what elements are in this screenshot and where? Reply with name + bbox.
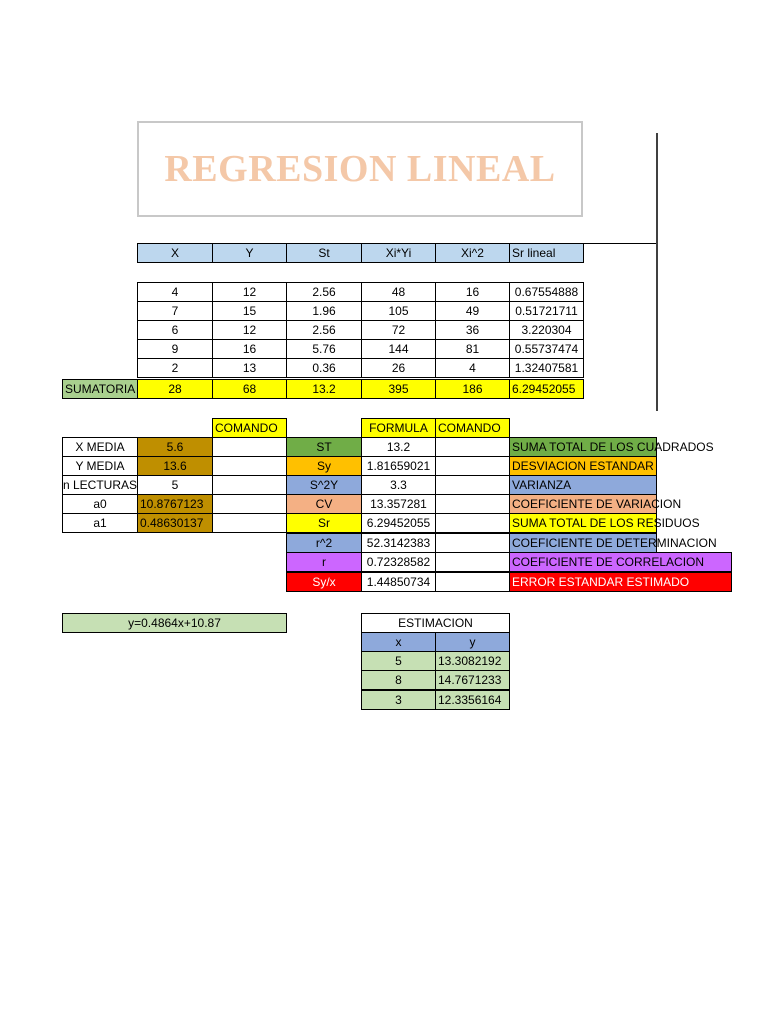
formula-value-cv[interactable]: 13.357281 — [361, 494, 436, 514]
stat-comando[interactable] — [212, 456, 287, 476]
cell-sr[interactable]: 0.67554888 — [509, 282, 584, 302]
header-sr-lineal[interactable]: Sr lineal — [509, 243, 584, 263]
estimacion-cell-x[interactable]: 5 — [361, 651, 436, 671]
cell-st[interactable]: 2.56 — [286, 282, 362, 302]
cell-y[interactable]: 15 — [212, 301, 287, 321]
sum-y[interactable]: 68 — [212, 379, 287, 399]
formula-desc-r2[interactable]: COEFICIENTE DE DETERMINACION — [509, 533, 657, 553]
title-box — [137, 121, 583, 217]
stat-comando[interactable] — [212, 513, 287, 533]
formula-name-sr[interactable]: Sr — [286, 513, 362, 533]
cell-y[interactable]: 12 — [212, 282, 287, 302]
cell-y[interactable]: 13 — [212, 358, 287, 378]
cell-y[interactable]: 12 — [212, 320, 287, 340]
formula-desc-syx[interactable]: ERROR ESTANDAR ESTIMADO — [509, 572, 732, 592]
formula-comando[interactable] — [435, 437, 510, 457]
cell-sr[interactable]: 3.220304 — [509, 320, 584, 340]
formula-comando[interactable] — [435, 494, 510, 514]
stat-value-x-media[interactable]: 5.6 — [137, 437, 213, 457]
stat-label-y-media[interactable]: Y MEDIA — [62, 456, 138, 476]
formula-value-sy[interactable]: 1.81659021 — [361, 456, 436, 476]
estimacion-cell-y[interactable]: 13.3082192 — [435, 651, 510, 671]
formula-value-st[interactable]: 13.2 — [361, 437, 436, 457]
sum-st[interactable]: 13.2 — [286, 379, 362, 399]
formula-name-sy[interactable]: Sy — [286, 456, 362, 476]
estimacion-cell-x[interactable]: 3 — [361, 690, 436, 710]
formula-value-syx[interactable]: 1.44850734 — [361, 572, 436, 592]
sum-sr[interactable]: 6.29452055 — [509, 379, 584, 399]
comando-header-right[interactable]: COMANDO — [435, 418, 510, 438]
formula-name-cv[interactable]: CV — [286, 494, 362, 514]
cell-st[interactable]: 0.36 — [286, 358, 362, 378]
cell-xiyi[interactable]: 48 — [361, 282, 436, 302]
estimacion-cell-y[interactable]: 12.3356164 — [435, 690, 510, 710]
cell-xi2[interactable]: 36 — [435, 320, 510, 340]
cell-sr[interactable]: 1.32407581 — [509, 358, 584, 378]
stat-label-a0[interactable]: a0 — [62, 494, 138, 514]
formula-value-r[interactable]: 0.72328582 — [361, 552, 436, 572]
stat-comando[interactable] — [212, 437, 287, 457]
cell-x[interactable]: 6 — [137, 320, 213, 340]
formula-comando[interactable] — [435, 533, 510, 553]
cell-x[interactable]: 2 — [137, 358, 213, 378]
stat-label-a1[interactable]: a1 — [62, 513, 138, 533]
formula-name-s2y[interactable]: S^2Y — [286, 475, 362, 495]
formula-desc-sr[interactable]: SUMA TOTAL DE LOS RESIDUOS — [509, 513, 657, 533]
formula-comando[interactable] — [435, 456, 510, 476]
header-y[interactable]: Y — [212, 243, 287, 263]
formula-name-syx[interactable]: Sy/x — [286, 572, 362, 592]
formula-value-s2y[interactable]: 3.3 — [361, 475, 436, 495]
estimacion-cell-x[interactable]: 8 — [361, 670, 436, 690]
cell-xiyi[interactable]: 72 — [361, 320, 436, 340]
stat-value-n-lecturas[interactable]: 5 — [137, 475, 213, 495]
formula-value-r2[interactable]: 52.3142383 — [361, 533, 436, 553]
regression-equation[interactable]: y=0.4864x+10.87 — [62, 613, 287, 633]
formula-desc-sy[interactable]: DESVIACION ESTANDAR — [509, 456, 657, 476]
formula-name-r2[interactable]: r^2 — [286, 533, 362, 553]
formula-desc-r[interactable]: COEFICIENTE DE CORRELACION — [509, 552, 732, 572]
stat-label-n-lecturas[interactable]: n LECTURAS — [62, 475, 138, 495]
header-x[interactable]: X — [137, 243, 213, 263]
comando-header-left[interactable]: COMANDO — [212, 418, 287, 438]
formula-desc-st[interactable]: SUMA TOTAL DE LOS CUADRADOS — [509, 437, 657, 457]
cell-st[interactable]: 2.56 — [286, 320, 362, 340]
header-rule — [583, 243, 656, 244]
estimacion-title[interactable]: ESTIMACION — [361, 613, 510, 633]
header-st[interactable]: St — [286, 243, 362, 263]
stat-label-x-media[interactable]: X MEDIA — [62, 437, 138, 457]
cell-xi2[interactable]: 49 — [435, 301, 510, 321]
cell-xi2[interactable]: 81 — [435, 339, 510, 359]
stat-value-y-media[interactable]: 13.6 — [137, 456, 213, 476]
estimacion-header-y[interactable]: y — [435, 632, 510, 652]
header-xiyi[interactable]: Xi*Yi — [361, 243, 436, 263]
cell-st[interactable]: 5.76 — [286, 339, 362, 359]
formula-name-st[interactable]: ST — [286, 437, 362, 457]
sum-xiyi[interactable]: 395 — [361, 379, 436, 399]
cell-xiyi[interactable]: 105 — [361, 301, 436, 321]
vertical-divider — [656, 133, 658, 411]
formula-comando[interactable] — [435, 513, 510, 533]
cell-x[interactable]: 9 — [137, 339, 213, 359]
formula-comando[interactable] — [435, 475, 510, 495]
formula-header[interactable]: FORMULA — [361, 418, 436, 438]
cell-st[interactable]: 1.96 — [286, 301, 362, 321]
cell-sr[interactable]: 0.55737474 — [509, 339, 584, 359]
cell-x[interactable]: 7 — [137, 301, 213, 321]
formula-value-sr[interactable]: 6.29452055 — [361, 513, 436, 533]
estimacion-cell-y[interactable]: 14.7671233 — [435, 670, 510, 690]
header-xi2[interactable]: Xi^2 — [435, 243, 510, 263]
formula-comando[interactable] — [435, 552, 510, 572]
cell-xi2[interactable]: 16 — [435, 282, 510, 302]
formula-desc-cv[interactable]: COEFICIENTE DE VARIACION — [509, 494, 657, 514]
stat-value-a1[interactable]: 0.48630137 — [137, 513, 213, 533]
stat-comando[interactable] — [212, 475, 287, 495]
cell-sr[interactable]: 0.51721711 — [509, 301, 584, 321]
formula-name-r[interactable]: r — [286, 552, 362, 572]
sum-xi2[interactable]: 186 — [435, 379, 510, 399]
cell-xiyi[interactable]: 26 — [361, 358, 436, 378]
stat-comando[interactable] — [212, 494, 287, 514]
stat-value-a0[interactable]: 10.8767123 — [137, 494, 213, 514]
page-title: REGRESION LINEAL — [164, 148, 556, 190]
formula-comando[interactable] — [435, 572, 510, 592]
formula-desc-s2y[interactable]: VARIANZA — [509, 475, 657, 495]
cell-xi2[interactable]: 4 — [435, 358, 510, 378]
estimacion-header-x[interactable]: x — [361, 632, 436, 652]
cell-y[interactable]: 16 — [212, 339, 287, 359]
sumatoria-label[interactable]: SUMATORIA — [62, 379, 138, 399]
cell-xiyi[interactable]: 144 — [361, 339, 436, 359]
cell-x[interactable]: 4 — [137, 282, 213, 302]
sum-x[interactable]: 28 — [137, 379, 213, 399]
